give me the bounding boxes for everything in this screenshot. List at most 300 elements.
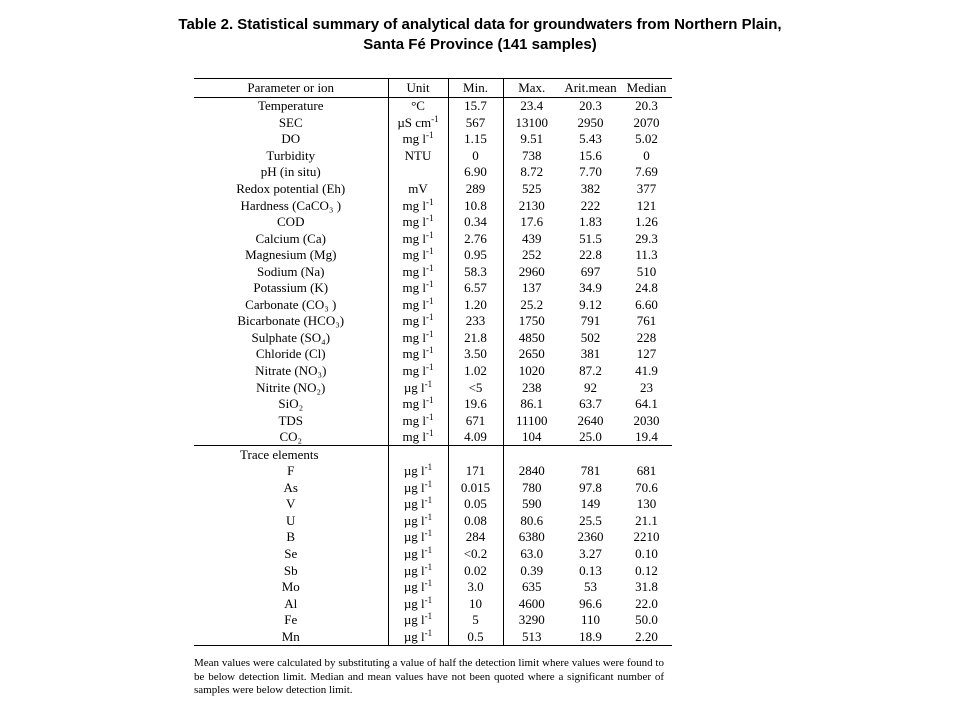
median-cell: 70.6 xyxy=(635,479,658,495)
mean-cell: 20.3 xyxy=(579,98,602,114)
max-cell: 1020 xyxy=(518,363,545,379)
min-cell: 0.015 xyxy=(448,480,503,497)
table-row xyxy=(194,480,672,497)
table-row xyxy=(194,230,672,247)
unit-text: mV xyxy=(408,181,428,196)
median-cell: 64.1 xyxy=(635,396,658,412)
min-cell: 21.8 xyxy=(448,330,503,347)
empty-cell xyxy=(621,446,672,463)
unit-text: mg l xyxy=(402,396,426,412)
unit-exponent: -1 xyxy=(425,213,434,224)
max-cell: 137 xyxy=(522,280,542,296)
unit-text: NTU xyxy=(404,147,432,163)
max-cell: 25.2 xyxy=(520,296,544,312)
unit-exponent: -1 xyxy=(424,479,433,489)
unit-cell xyxy=(388,595,448,612)
parameter-cell: Fe xyxy=(194,612,388,629)
median-cell: 130 xyxy=(636,496,657,512)
unit-cell xyxy=(388,280,448,297)
unit-exponent: -1 xyxy=(425,230,434,240)
table-row xyxy=(194,363,672,380)
unit-cell xyxy=(388,181,448,198)
median-cell: 5.02 xyxy=(635,131,658,147)
median-cell: 121 xyxy=(636,197,657,213)
parameter-cell: Hardness (CaCO₃ ) xyxy=(194,197,388,214)
mean-cell: 2640 xyxy=(577,412,604,428)
unit-text: mg l xyxy=(402,280,426,296)
median-cell: 24.8 xyxy=(635,280,658,296)
unit-exponent: -1 xyxy=(425,131,434,141)
median-cell: 127 xyxy=(636,346,657,362)
unit-text: µS cm xyxy=(397,114,432,130)
empty-cell xyxy=(560,446,621,463)
mean-cell: 7.70 xyxy=(579,164,602,180)
unit-exponent: -1 xyxy=(425,197,434,207)
table-title xyxy=(0,15,960,55)
mean-cell: 34.9 xyxy=(579,280,602,296)
unit-cell xyxy=(388,297,448,314)
table-row xyxy=(194,412,672,429)
min-cell: 284 xyxy=(448,529,503,546)
mean-cell: 1.83 xyxy=(579,214,602,230)
table-row xyxy=(194,98,672,115)
parameter-cell: SEC xyxy=(194,115,388,132)
unit-exponent: -1 xyxy=(425,296,434,306)
unit-cell xyxy=(388,629,448,646)
unit-exponent: -1 xyxy=(425,346,434,356)
unit-cell xyxy=(388,131,448,148)
mean-cell: 96.6 xyxy=(579,595,602,611)
table-row xyxy=(194,280,672,297)
header-min: Min. xyxy=(448,79,503,98)
unit-cell xyxy=(388,412,448,429)
empty-cell xyxy=(448,446,503,463)
unit-exponent: -1 xyxy=(424,512,433,522)
unit-text: mg l xyxy=(402,131,426,147)
header-mean: Arit.mean xyxy=(564,80,617,95)
table-row xyxy=(194,297,672,314)
unit-text: mg l xyxy=(402,429,426,445)
max-cell: 80.6 xyxy=(520,512,544,528)
max-cell: 238 xyxy=(522,379,542,395)
max-cell: 3290 xyxy=(518,612,545,628)
unit-cell xyxy=(388,197,448,214)
unit-exponent: -1 xyxy=(425,395,434,406)
parameter-cell: Potassium (K) xyxy=(194,280,388,297)
mean-cell: 110 xyxy=(580,612,601,628)
unit-text: mg l xyxy=(402,214,426,230)
median-cell: 20.3 xyxy=(635,98,658,114)
min-cell: 0.5 xyxy=(448,629,503,646)
max-cell: 8.72 xyxy=(520,164,544,180)
mean-cell: 791 xyxy=(580,313,601,329)
max-cell: 2650 xyxy=(518,346,545,362)
median-cell: 2030 xyxy=(633,412,660,428)
parameter-cell: Sodium (Na) xyxy=(194,263,388,280)
unit-exponent: -1 xyxy=(425,246,434,257)
mean-cell: 2950 xyxy=(577,114,604,130)
parameter-cell: As xyxy=(194,480,388,497)
mean-cell: 87.2 xyxy=(579,363,602,379)
parameter-cell: Al xyxy=(194,595,388,612)
min-cell: 289 xyxy=(448,181,503,198)
min-cell: 171 xyxy=(448,463,503,480)
mean-cell: 63.7 xyxy=(579,396,602,412)
max-cell: 17.6 xyxy=(520,214,544,230)
min-cell: 0.02 xyxy=(448,562,503,579)
mean-cell: 149 xyxy=(580,496,601,512)
unit-exponent: -1 xyxy=(425,362,434,373)
mean-cell: 502 xyxy=(580,329,601,345)
max-cell: 9.51 xyxy=(520,131,544,147)
unit-exponent: -1 xyxy=(424,628,433,638)
unit-cell xyxy=(388,496,448,513)
median-cell: 0.12 xyxy=(635,562,658,578)
unit-exponent: -1 xyxy=(425,280,434,290)
unit-text: mg l xyxy=(402,296,426,312)
median-cell: 2210 xyxy=(633,529,660,545)
min-cell: 10.8 xyxy=(448,197,503,214)
min-cell: 671 xyxy=(448,412,503,429)
parameter-cell: Turbidity xyxy=(194,148,388,165)
max-cell: 252 xyxy=(522,247,542,263)
unit-text: µg l xyxy=(403,628,425,644)
parameter-cell: Nitrate (NO₃) xyxy=(194,363,388,380)
statistics-table xyxy=(194,78,672,646)
median-cell: 50.0 xyxy=(635,612,658,628)
median-cell: 228 xyxy=(636,329,657,345)
mean-cell: 781 xyxy=(580,463,601,479)
max-cell: 11100 xyxy=(515,412,548,428)
table-row xyxy=(194,214,672,231)
unit-text: µg l xyxy=(403,579,425,595)
unit-text: µg l xyxy=(403,529,425,545)
unit-cell xyxy=(388,313,448,330)
min-cell: 2.76 xyxy=(448,230,503,247)
unit-text: µg l xyxy=(403,463,425,479)
min-cell: 1.20 xyxy=(448,297,503,314)
parameter-cell: U xyxy=(194,513,388,530)
empty-cell xyxy=(388,446,448,463)
table-row xyxy=(194,313,672,330)
unit-text: µg l xyxy=(403,562,425,578)
title-line-2: Santa Fé Province (141 samples) xyxy=(363,36,597,53)
unit-exponent: -1 xyxy=(425,428,434,439)
min-cell: 6.90 xyxy=(448,164,503,181)
table-row xyxy=(194,612,672,629)
unit-text: µg l xyxy=(403,379,425,395)
table-row xyxy=(194,247,672,264)
min-cell: 0.34 xyxy=(448,214,503,231)
unit-exponent: -1 xyxy=(431,114,439,124)
parameter-cell: pH (in situ) xyxy=(194,164,388,181)
unit-text: mg l xyxy=(402,346,426,362)
median-cell: 21.1 xyxy=(635,512,658,528)
unit-cell xyxy=(388,546,448,563)
table-row xyxy=(194,181,672,198)
median-cell: 7.69 xyxy=(635,164,658,180)
median-cell: 19.4 xyxy=(635,429,658,445)
table-row xyxy=(194,595,672,612)
median-cell: 11.3 xyxy=(635,247,658,263)
max-cell: 780 xyxy=(522,479,542,495)
mean-cell: 9.12 xyxy=(579,296,602,312)
table-row xyxy=(194,346,672,363)
unit-cell xyxy=(388,379,448,396)
unit-cell xyxy=(388,480,448,497)
min-cell: 4.09 xyxy=(448,429,503,446)
table-row xyxy=(194,429,672,446)
unit-text: mg l xyxy=(402,230,426,246)
unit-exponent: -1 xyxy=(424,529,433,539)
data-table-container xyxy=(194,78,672,646)
unit-cell xyxy=(388,363,448,380)
unit-text: mg l xyxy=(402,329,426,345)
min-cell: 15.7 xyxy=(448,98,503,115)
unit-cell xyxy=(388,463,448,480)
table-row xyxy=(194,529,672,546)
unit-exponent: -1 xyxy=(425,263,434,273)
mean-cell: 53 xyxy=(584,579,597,595)
median-cell: 1.26 xyxy=(635,214,658,230)
unit-text: °C xyxy=(411,98,425,114)
max-cell: 525 xyxy=(522,181,542,196)
table-row xyxy=(194,396,672,413)
median-cell: 41.9 xyxy=(635,363,658,379)
table-row xyxy=(194,579,672,596)
parameter-cell: Magnesium (Mg) xyxy=(194,247,388,264)
unit-text: mg l xyxy=(402,247,426,263)
unit-exponent: -1 xyxy=(424,562,433,572)
max-cell: 2960 xyxy=(518,263,545,279)
unit-cell xyxy=(388,230,448,247)
header-median: Median xyxy=(626,80,667,95)
header-unit: Unit xyxy=(388,79,448,98)
median-cell: 22.0 xyxy=(635,595,658,611)
mean-cell: 382 xyxy=(580,181,601,196)
max-cell: 4850 xyxy=(518,329,545,345)
max-cell: 2840 xyxy=(518,463,545,479)
unit-text: mg l xyxy=(402,363,426,379)
parameter-cell: Se xyxy=(194,546,388,563)
parameter-cell: F xyxy=(194,463,388,480)
parameter-cell: Sb xyxy=(194,562,388,579)
table-row xyxy=(194,463,672,480)
unit-text: µg l xyxy=(403,546,425,562)
table-row xyxy=(194,562,672,579)
parameter-cell: Mn xyxy=(194,629,388,646)
unit-exponent: -1 xyxy=(425,412,434,422)
parameter-cell: B xyxy=(194,529,388,546)
unit-cell xyxy=(388,346,448,363)
unit-exponent: -1 xyxy=(424,578,433,589)
mean-cell: 92 xyxy=(584,379,597,395)
median-cell: 681 xyxy=(636,463,657,479)
parameter-cell: Calcium (Ca) xyxy=(194,230,388,247)
mean-cell: 97.8 xyxy=(579,479,602,495)
min-cell: 233 xyxy=(448,313,503,330)
max-cell: 0.39 xyxy=(520,562,544,578)
median-cell: 23 xyxy=(640,379,653,395)
min-cell: <5 xyxy=(448,379,503,396)
median-cell: 2.20 xyxy=(621,629,672,646)
median-cell: 6.60 xyxy=(635,296,658,312)
unit-exponent: -1 xyxy=(424,496,433,506)
unit-cell xyxy=(388,429,448,446)
parameter-cell: Carbonate (CO₃ ) xyxy=(194,297,388,314)
unit-exponent: -1 xyxy=(425,329,434,339)
min-cell: 0.95 xyxy=(448,247,503,264)
median-cell: 0 xyxy=(643,147,650,163)
empty-cell xyxy=(503,446,560,463)
max-cell: 86.1 xyxy=(520,396,544,412)
min-cell: <0.2 xyxy=(448,546,503,563)
trace-elements-heading-row xyxy=(194,446,672,463)
min-cell: 3.50 xyxy=(448,346,503,363)
unit-cell xyxy=(388,330,448,347)
table-row xyxy=(194,131,672,148)
table-row xyxy=(194,496,672,513)
parameter-cell: V xyxy=(194,496,388,513)
mean-cell: 25.0 xyxy=(579,429,602,445)
title-line-1: Table 2. Statistical summary of analytical data for groundwaters from Northern Plain, xyxy=(178,16,782,33)
mean-cell: 25.5 xyxy=(579,512,602,528)
mean-cell: 2360 xyxy=(577,529,604,545)
min-cell: 567 xyxy=(448,115,503,132)
parameter-cell: Sulphate (SO₄) xyxy=(194,330,388,347)
unit-cell xyxy=(388,612,448,629)
trace-elements-heading: Trace elements xyxy=(194,446,388,463)
median-cell: 2070 xyxy=(633,114,660,130)
min-cell: 10 xyxy=(448,595,503,612)
max-cell: 13100 xyxy=(515,114,548,130)
unit-cell xyxy=(388,579,448,596)
footnote: Mean values were calculated by substituting a value of half the detection limit where values were found to be below detection limit. Median and mean values have not been quoted where a significant number of samples were below detection limit. xyxy=(194,657,664,696)
mean-cell: 22.8 xyxy=(579,247,602,263)
mean-cell: 381 xyxy=(580,346,601,362)
unit-cell xyxy=(388,214,448,231)
unit-cell xyxy=(388,247,448,264)
table-row xyxy=(194,546,672,563)
table-row xyxy=(194,115,672,132)
median-cell: 0.10 xyxy=(635,546,658,562)
min-cell: 0.08 xyxy=(448,513,503,530)
unit-text: mg l xyxy=(402,263,426,279)
mean-cell: 15.6 xyxy=(579,147,602,163)
median-cell: 510 xyxy=(636,263,657,279)
unit-cell xyxy=(388,396,448,413)
median-cell: 761 xyxy=(636,313,657,329)
mean-cell: 5.43 xyxy=(579,131,602,147)
parameter-cell: Nitrite (NO₂) xyxy=(194,379,388,396)
table-row xyxy=(194,513,672,530)
min-cell: 1.02 xyxy=(448,363,503,380)
parameter-cell: CO₂ xyxy=(194,429,388,446)
unit-text: mg l xyxy=(402,313,426,329)
table-row xyxy=(194,629,672,646)
parameter-cell: Chloride (Cl) xyxy=(194,346,388,363)
max-cell: 439 xyxy=(522,230,542,246)
table-row xyxy=(194,379,672,396)
unit-text: µg l xyxy=(403,496,425,512)
unit-cell xyxy=(388,164,448,181)
parameter-cell: Temperature xyxy=(194,98,388,115)
median-cell: 29.3 xyxy=(635,230,658,246)
mean-cell: 3.27 xyxy=(579,546,602,562)
unit-cell xyxy=(388,98,448,115)
unit-text: µg l xyxy=(403,512,425,528)
table-row xyxy=(194,148,672,165)
table-row xyxy=(194,197,672,214)
unit-text: µg l xyxy=(403,595,425,611)
unit-cell xyxy=(388,529,448,546)
unit-exponent: -1 xyxy=(424,595,433,605)
parameter-cell: SiO₂ xyxy=(194,396,388,413)
parameter-cell: Redox potential (Eh) xyxy=(194,181,388,198)
table-row xyxy=(194,164,672,181)
header-parameter: Parameter or ion xyxy=(194,79,388,98)
table-row xyxy=(194,263,672,280)
mean-cell: 51.5 xyxy=(579,230,602,246)
max-cell: 513 xyxy=(503,629,560,646)
mean-cell: 222 xyxy=(580,197,601,213)
max-cell: 1750 xyxy=(518,313,545,329)
max-cell: 104 xyxy=(522,429,542,445)
table-row xyxy=(194,330,672,347)
min-cell: 0.05 xyxy=(448,496,503,513)
unit-cell xyxy=(388,513,448,530)
unit-cell xyxy=(388,148,448,165)
unit-cell xyxy=(388,562,448,579)
max-cell: 2130 xyxy=(518,197,545,213)
max-cell: 590 xyxy=(522,496,542,512)
parameter-cell: Mo xyxy=(194,579,388,596)
mean-cell: 697 xyxy=(580,263,601,279)
table-header-row xyxy=(194,79,672,98)
median-cell: 31.8 xyxy=(635,579,658,595)
min-cell: 0 xyxy=(448,148,503,165)
max-cell: 635 xyxy=(522,579,542,595)
mean-cell: 18.9 xyxy=(560,629,621,646)
unit-exponent: -1 xyxy=(424,545,433,556)
min-cell: 58.3 xyxy=(448,263,503,280)
unit-cell xyxy=(388,115,448,132)
parameter-cell: Bicarbonate (HCO₃) xyxy=(194,313,388,330)
unit-exponent: -1 xyxy=(424,379,433,389)
unit-text: mg l xyxy=(402,412,426,428)
unit-exponent: -1 xyxy=(424,463,433,473)
unit-exponent: -1 xyxy=(424,611,433,622)
median-cell: 377 xyxy=(636,181,657,196)
max-cell: 738 xyxy=(522,147,542,163)
parameter-cell: COD xyxy=(194,214,388,231)
unit-cell xyxy=(388,263,448,280)
max-cell: 63.0 xyxy=(520,546,544,562)
min-cell: 19.6 xyxy=(448,396,503,413)
max-cell: 6380 xyxy=(518,529,545,545)
min-cell: 1.15 xyxy=(448,131,503,148)
unit-text: µg l xyxy=(403,479,425,495)
max-cell: 4600 xyxy=(518,595,545,611)
mean-cell: 0.13 xyxy=(579,562,602,578)
min-cell: 3.0 xyxy=(448,579,503,596)
header-max: Max. xyxy=(518,80,546,95)
min-cell: 5 xyxy=(448,612,503,629)
max-cell: 23.4 xyxy=(520,98,544,114)
unit-exponent: -1 xyxy=(425,313,434,323)
unit-text: µg l xyxy=(403,612,425,628)
parameter-cell: DO xyxy=(194,131,388,148)
